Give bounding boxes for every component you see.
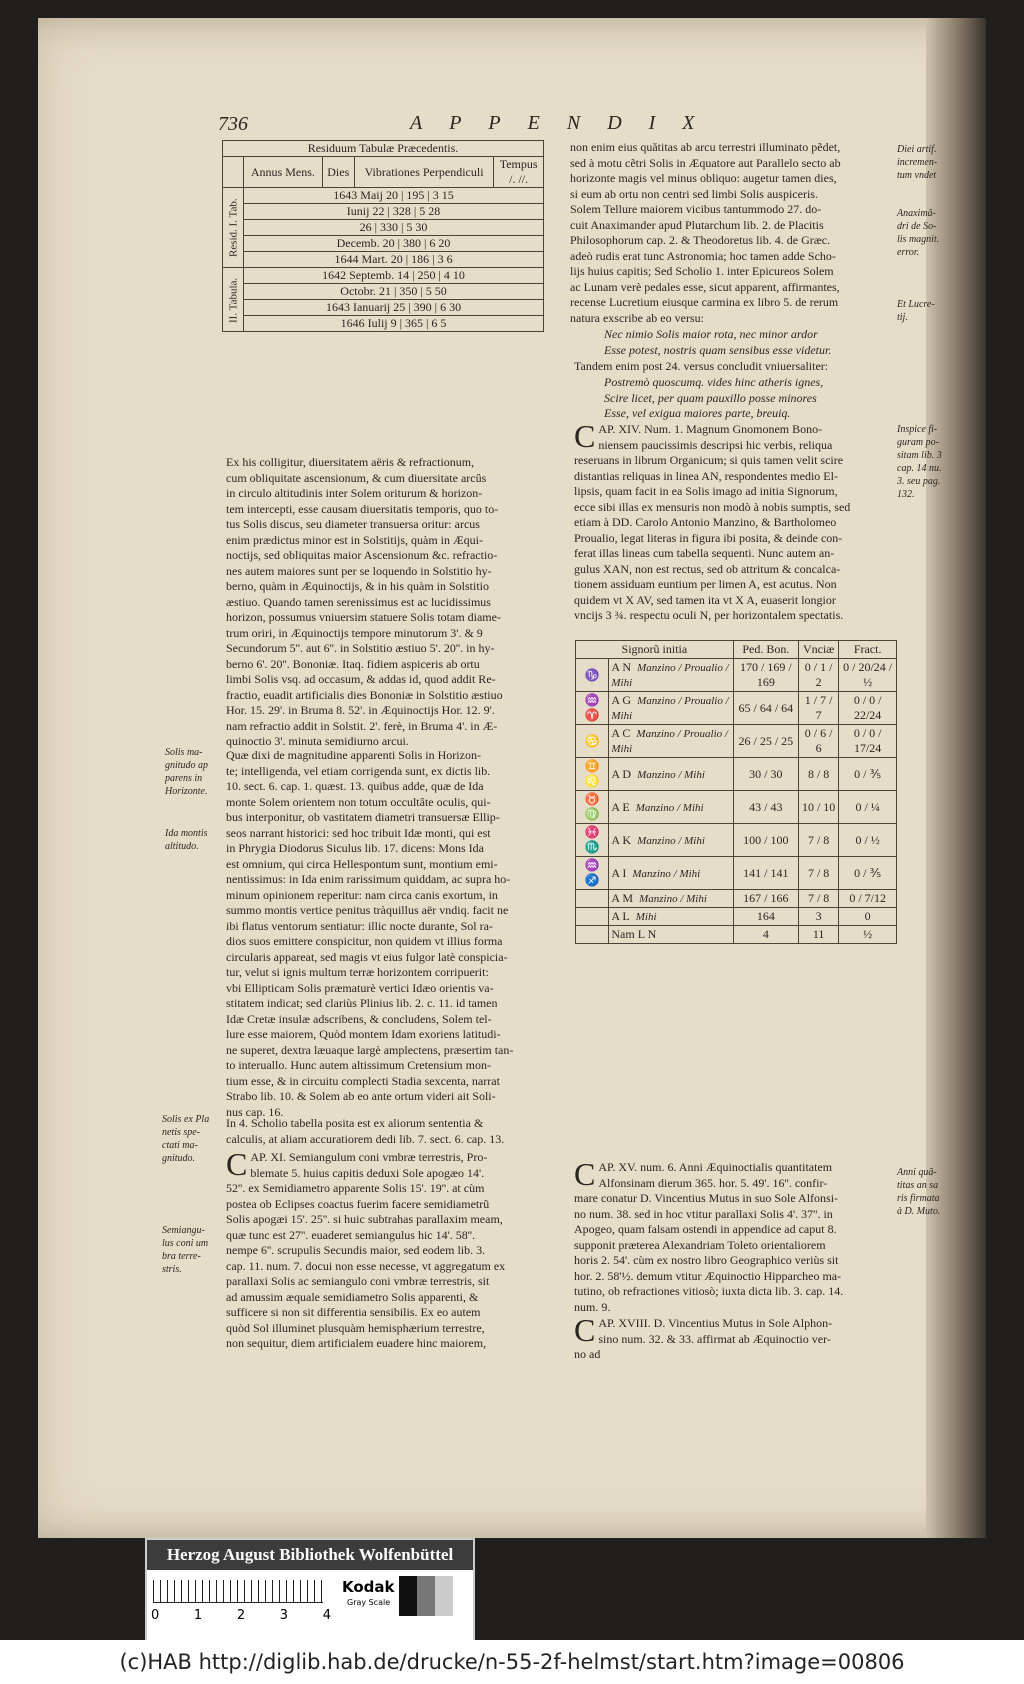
table-row: Decemb. 20 | 380 | 6 20 xyxy=(244,236,544,252)
table2-line xyxy=(609,824,733,857)
left-paragraph-2: Quæ dixi de magnitudine apparenti Solis in Horizon- te; intelligenda, vel etiam corrigenda sunt, ex dictis lib. 10. sect. 6. cap. 1. quæst. 13. quibus adde, quæ de Ida monte Solem orientem non totum occultâte oculis, qui- bus interponitur, ob vastitatem diametri transuersæ Ellip- seos narrant historici: sed hoc tribuit Idæ monti, qui est in Phrygia Diodorus Siculus lib. 17. dicens: Mons Ida est omnium, qui circa Hellespontum sunt, montium emi- nentissimus: in Ida enim rarissimum quiddam, ac supra ho- minum opinionem reperitur: nam circa canis exortum, in summo montis vertice penitus tràquillus aër vndiq. facit ne ibi flatus ventorum sentiatur: illic nocte durante, Sol ra- dios suos emittere conspicitur, non quidem vt illius forma circularis appareat, sed magis vt eius fulgor latè conspicia- tur, velut si ignis multum terræ horizontem corripuerit: vbi Ellipticam Solis præmaturè vertici Idæo orientis va- stitatem indicat; sed clariùs Plinius lib. 2. c. 11. id tamen Idæ Cretæ insulæ adscribens, & concludens, Solem tel- lure esse maiorem, Quòd montem Idam exoriens latitudi- ne superet, dextra læuaque largè amplectens, præsertim tan- to interuallo. Hunc autem altissimum Cretensium mon- tium esse, & in circuitu complecti Stadia sexcenta, narrat Strabo lib. 10. & Solem ab eo ante ortum videri ait Soli- nus cap. 16. xyxy=(226,748,514,1119)
table2-fr: ½ xyxy=(839,926,897,944)
table2-unc: 7 / 8 xyxy=(798,890,838,908)
table-row: 1646 Iulij 9 | 365 | 6 5 xyxy=(244,316,544,332)
margin-note-left: Semiangu- lus coni um bra terre- stris. xyxy=(162,1225,209,1275)
table2-fr: 0 / 20/24 / ½ xyxy=(839,659,897,692)
table2-fr: 0 xyxy=(839,908,897,926)
table2-line-label: A C xyxy=(611,726,631,740)
table2-observer: Manzino / Mihi xyxy=(637,834,705,847)
margin-note-right: Anaximă- dri de So- lis magnit. error. xyxy=(897,208,940,258)
table2-observer: Manzino / Mihi xyxy=(632,867,701,880)
table1-header-tempus: Tempus /. //. xyxy=(494,157,544,188)
table2-sign xyxy=(576,926,609,944)
table-row: Octobr. 21 | 350 | 5 50 xyxy=(244,284,544,300)
table2-fr: 0 / ⅗ xyxy=(839,758,897,791)
table2-sign: ♓ ♏ xyxy=(576,824,609,857)
table2-sign xyxy=(576,908,609,926)
table2-observer: Manzino / Proualio / Mihi xyxy=(611,728,728,755)
table2-unc: 8 / 8 xyxy=(798,758,838,791)
table2-unc: 7 / 8 xyxy=(798,857,838,890)
table2-line-label: A E xyxy=(611,799,630,814)
table1-header-annus: Annus Mens. xyxy=(244,157,323,188)
table2-line xyxy=(609,890,733,908)
library-name: Herzog August Bibliothek Wolfenbüttel xyxy=(147,1540,473,1570)
table2-unc: 7 / 8 xyxy=(798,824,838,857)
table-row xyxy=(576,725,897,758)
scale-ruler xyxy=(153,1580,323,1603)
table2-line-label: A I xyxy=(611,865,627,880)
table2-ped: 141 / 141 xyxy=(733,857,798,890)
margin-note-right: Anni quă- titas an sa ris firmata à D. Muto. xyxy=(897,1167,941,1217)
table2-sign: ♉ ♍ xyxy=(576,791,609,824)
table2-line-label: A L xyxy=(611,909,630,923)
page-number: 736 xyxy=(218,113,248,135)
right-paragraph-2: CAP. XIV. Num. 1. Magnum Gnomonem Bono- niensem paucissimis descripsi hic verbis, reliqua reseruans in librum Organicum; si quis tamen velit scire distantias reliquas in linea AN, respondentes medio El- lipsis, quam facit in ea Solis imago ad initia Signorum, ecce sibi illas ex mensuris non modò à nobis sumptis, sed etiam à DD. Carolo Antonio Manzino, & Bartholomeo Proualio, legat literas in figura ibi posita, & deinde con- ferat illas lineas cum tabella sequenti. Nunc autem an- gulus XAN, non est rectus, sed ob attritum & concalca- tionem assiduam euntium per limen A, est acutus. Non quidem vt X AV, sed tamen ita vt X A, euaserit longior vncijs 3 ¾. respectu oculi N, per horizontalem spectatis. xyxy=(574,418,851,622)
table-row xyxy=(576,758,897,791)
table2-observer: Manzino / Proualio / Mihi xyxy=(611,662,729,689)
table2-line-label: A K xyxy=(611,832,632,847)
table2-line-label: A G xyxy=(611,693,632,707)
gray-scale-label: Gray Scale xyxy=(347,1598,391,1607)
table2-line-label: Nam L N xyxy=(611,927,657,941)
table2-ped: 26 / 25 / 25 xyxy=(733,725,798,758)
table2-fr: 0 / ¼ xyxy=(839,791,897,824)
table-row: 1643 Maij 20 | 195 | 3 15 xyxy=(244,188,544,204)
table-row xyxy=(576,890,897,908)
table2-line xyxy=(609,857,733,890)
table2-unc: 1 / 7 / 7 xyxy=(798,692,838,725)
table2-observer: Manzino / Mihi xyxy=(637,768,705,781)
table-row xyxy=(576,926,897,944)
poem-quote-1: Nec nimio Solis maior rota, nec minor ardor Esse potest, nostris quam sensibus esse videtur. xyxy=(604,327,832,357)
table2-line xyxy=(609,908,733,926)
poem-quote-2: Postremò quoscumq. vides hinc atheris ignes, Scire licet, per quam pauxillo posse minores Esse, vel exigua maiores parte, breuiq. xyxy=(604,375,824,420)
drop-cap: C xyxy=(574,1156,596,1192)
table-row: 1644 Mart. 20 | 186 | 3 6 xyxy=(244,252,544,268)
gray-swatch xyxy=(435,1576,453,1616)
table2-sign: ♊ ♌ xyxy=(576,758,609,791)
right-paragraph-1: non enim eius quătitas ab arcu terrestri illuminato pẽdet, sed à motu cẽtri Solis in Æquatore aut Parallelo secto ab horizonte magis vel minus obliquo: augetur tamen dies, si eum ab ortu non centri sed limbi Solis auspiceris. Solem Tellure maiorem vicibus tantummodo 27. do- cuit Anaximander apud Plutarchum lib. 2. de Placitis Philosophorum cap. 2. & Theodoretus lib. 4. de Græc. adeò rudis erat tunc Astronomia; hoc tamen adde Scho- lijs huius capitis; Sed Scholio 1. inter Epicureos Solem ac Lunam verè pedales esse, sicut apparent, affirmantes, recense Lucretium eiusque carmina ex libro 5. de rerum natura exscribe ab eo versu: xyxy=(570,140,841,325)
table2-observer: Manzino / Mihi xyxy=(635,801,704,814)
table-row xyxy=(576,692,897,725)
table2-unc: 3 xyxy=(798,908,838,926)
table-row: 1642 Septemb. 14 | 250 | 4 10 xyxy=(244,268,544,284)
margin-note-left: Solis ma- gnitudo ap parens in Horizonte. xyxy=(165,747,209,797)
library-color-card xyxy=(145,1538,475,1642)
table2-line xyxy=(609,926,733,944)
table2-fr: 0 / 0 / 22/24 xyxy=(839,692,897,725)
table2-sign xyxy=(576,890,609,908)
table2-sign: ♒ ♐ xyxy=(576,857,609,890)
table-residuum xyxy=(222,140,544,332)
table2-observer: Manzino / Mihi xyxy=(639,893,707,905)
right-paragraph-3: CAP. XV. num. 6. Anni Æquinoctialis quantitatem Alfonsinam dierum 365. hor. 5. 49'. 16''. confir- mare conatur D. Vincentius Mutus in suo Sole Alfonsi- no num. 38. sed in hoc vtitur parallaxi Solis 4'. 37''. in Apogeo, quam falsam ostendi in appendice ad caput 8. supponit præterea Alexandriam Toleto orientaliorem horis 2. 54'. cùm ex nostro libro Geographico veriùs sit hor. 2. 58'½. demum vtitur Æquinoctio Hipparcheo ma- tutino, ob refractiones vitiosò; iuxta dicta lib. 3. cap. 14. num. 9. xyxy=(574,1156,844,1314)
source-url-footer: (c)HAB http://diglib.hab.de/drucke/n-55-2f-helmst/start.htm?image=00806 xyxy=(0,1640,1024,1684)
gray-swatch xyxy=(417,1576,435,1616)
right-paragraph-4: CAP. XVIII. D. Vincentius Mutus in Sole Alphon- sino num. 32. & 33. affirmat ab Æquinoctio ver- no ad xyxy=(574,1312,833,1361)
table1-group1-label: Resid. I. Tab. xyxy=(223,188,244,268)
margin-note-right: Diei artif. incremen- tum vndet xyxy=(897,144,938,181)
table2-observer: Manzino / Proualio / Mihi xyxy=(611,695,729,722)
table2-ped: 164 xyxy=(733,908,798,926)
drop-cap: C xyxy=(226,1146,248,1182)
scale-ruler-numbers: 0 1 2 3 4 xyxy=(151,1608,331,1623)
table-row: 26 | 330 | 5 30 xyxy=(244,220,544,236)
right-paragraph-1b: Tandem enim post 24. versus concludit vniuersaliter: xyxy=(574,359,829,373)
table2-observer: Mihi xyxy=(635,911,657,923)
table2-header-fract: Fract. xyxy=(839,641,897,659)
table2-unc: 0 / 6 / 6 xyxy=(798,725,838,758)
margin-note-right: Et Lucre- tij. xyxy=(897,299,935,323)
table2-ped: 167 / 166 xyxy=(733,890,798,908)
drop-cap: C xyxy=(574,418,596,454)
table-row xyxy=(576,659,897,692)
table2-unc: 10 / 10 xyxy=(798,791,838,824)
table2-sign: ♑ xyxy=(576,659,609,692)
table2-fr: 0 / ½ xyxy=(839,824,897,857)
table2-header-ped: Ped. Bon. xyxy=(733,641,798,659)
table2-header-unc: Vnciæ xyxy=(798,641,838,659)
table2-header-signs: Signorũ initia xyxy=(576,641,734,659)
table2-fr: 0 / ⅗ xyxy=(839,857,897,890)
table2-ped: 170 / 169 / 169 xyxy=(733,659,798,692)
table2-ped: 43 / 43 xyxy=(733,791,798,824)
left-paragraph-3: In 4. Scholio tabella posita est ex aliorum sententia & calculis, at aliam accuratiorem dedi lib. 7. sect. 6. cap. 13. xyxy=(226,1116,505,1146)
table2-line-label: A M xyxy=(611,891,634,905)
table2-line xyxy=(609,692,733,725)
table2-fr: 0 / 0 / 17/24 xyxy=(839,725,897,758)
drop-cap: C xyxy=(574,1312,596,1348)
kodak-logo: Kodak xyxy=(342,1578,395,1596)
table2-line-label: A D xyxy=(611,766,632,781)
table-row: 1643 Ianuarij 25 | 390 | 6 30 xyxy=(244,300,544,316)
table2-unc: 11 xyxy=(798,926,838,944)
margin-note-left: Ida montis altitudo. xyxy=(165,828,208,852)
left-paragraph-1: Ex his colligitur, diuersitatem aëris & refractionum, cum obliquitate ascensionum, & cum diuersitate arcûs in circulo altitudinis inter Solem oriturum & horizon- tem intercepti, esse causam diuersitatis temporis, quo to- tus Solis discus, seu diameter transuersa oritur: arcus enim prædictus minor est in Solstitijs, quàm in Æqui- noctijs, sed obliquitas maior Ascensionum &c. refractio- nes autem maiores sunt per se loquendo in Solstitio hy- berno, quàm in Æquinoctijs, & in his quàm in Solstitio æstiuo. Quando tamen serenissimus est ac lucidissimus horizon, possumus vniuersim statuere Solis totam diame- trum oriri, in Æquinoctijs tempore minutorum 3'. & 9 Secundorum 5''. aut 6''. in Solstitio æstiuo 5'. 20''. in hy- berno 6'. 20''. Bononiæ. Itaq. fidiem aspiceris ab ortu limbi Solis vsq. ad occasum, & addas id, quod addit Re- fractio, euadit artificialis dies Bononiæ in Solstitio æstiuo Hor. 15. 29'. in Bruma 8. 52'. in Æquinoctijs Hor. 12. 9'. nam refractio addit in Solstit. 2'. ferè, in Bruma 4'. in Æ- quinoctio 3'. minuta semidiurno arcui. xyxy=(226,455,503,748)
table-gnomon-distances xyxy=(575,640,897,944)
table2-ped: 100 / 100 xyxy=(733,824,798,857)
table2-unc: 0 / 1 / 2 xyxy=(798,659,838,692)
table-row xyxy=(576,824,897,857)
table2-sign: ♋ xyxy=(576,725,609,758)
table2-line-label: A N xyxy=(611,660,632,674)
table2-line xyxy=(609,758,733,791)
table-row xyxy=(576,908,897,926)
table2-line xyxy=(609,659,733,692)
gray-swatch xyxy=(399,1576,417,1616)
table1-group2-label: II. Tabula. xyxy=(223,268,244,332)
table2-sign: ♒ ♈ xyxy=(576,692,609,725)
table-row xyxy=(576,791,897,824)
left-paragraph-4: CAP. XI. Semiangulum coni vmbræ terrestris, Pro- blemate 5. huius capitis deduxi Sole apogæo 14'. 52''. ex Semidiametro apparente Solis 15'. 19''. at cùm postea ob Eclipses coactus fuerim facere semidiametrũ Solis apogæi 15'. 25''. si huic subtrahas parallaxim meam, quæ tunc est 27''. euaderet semiangulus hic 14'. 58''. nempe 6''. scrupulis Secundis maior, sed eodem lib. 3. cap. 11. num. 7. docui non esse necesse, vt aggregatum ex parallaxi Solis ac semiangulo coni vmbræ terrestris, sit ad amussim æquale semidiametro Solis apparenti, & sufficere si non sit differentia sensibilis. Ex eo autem quòd Sol illuminet plusquàm hemisphærium terrestre, non sequitur, diem artificialem euadere hinc maiorem, xyxy=(226,1146,506,1350)
table1-caption: Residuum Tabulæ Præcedentis. xyxy=(223,141,544,157)
table2-line xyxy=(609,791,733,824)
table2-ped: 30 / 30 xyxy=(733,758,798,791)
margin-note-left: Solis ex Pla netis spe- ctati ma- gnitudo. xyxy=(162,1114,210,1164)
table1-header-vibr: Vibrationes Perpendiculi xyxy=(354,157,493,188)
table2-line xyxy=(609,725,733,758)
margin-note-right: Inspice fi- guram po- sitam lib. 3 cap. 14 nu. 3. seu pag. 132. xyxy=(897,424,942,500)
table2-ped: 4 xyxy=(733,926,798,944)
table2-ped: 65 / 64 / 64 xyxy=(733,692,798,725)
table1-header-dies: Dies xyxy=(322,157,354,188)
running-title: APPENDIX xyxy=(410,112,722,134)
table-row: Iunij 22 | 328 | 5 28 xyxy=(244,204,544,220)
table-row xyxy=(576,857,897,890)
table2-fr: 0 / 7/12 xyxy=(839,890,897,908)
